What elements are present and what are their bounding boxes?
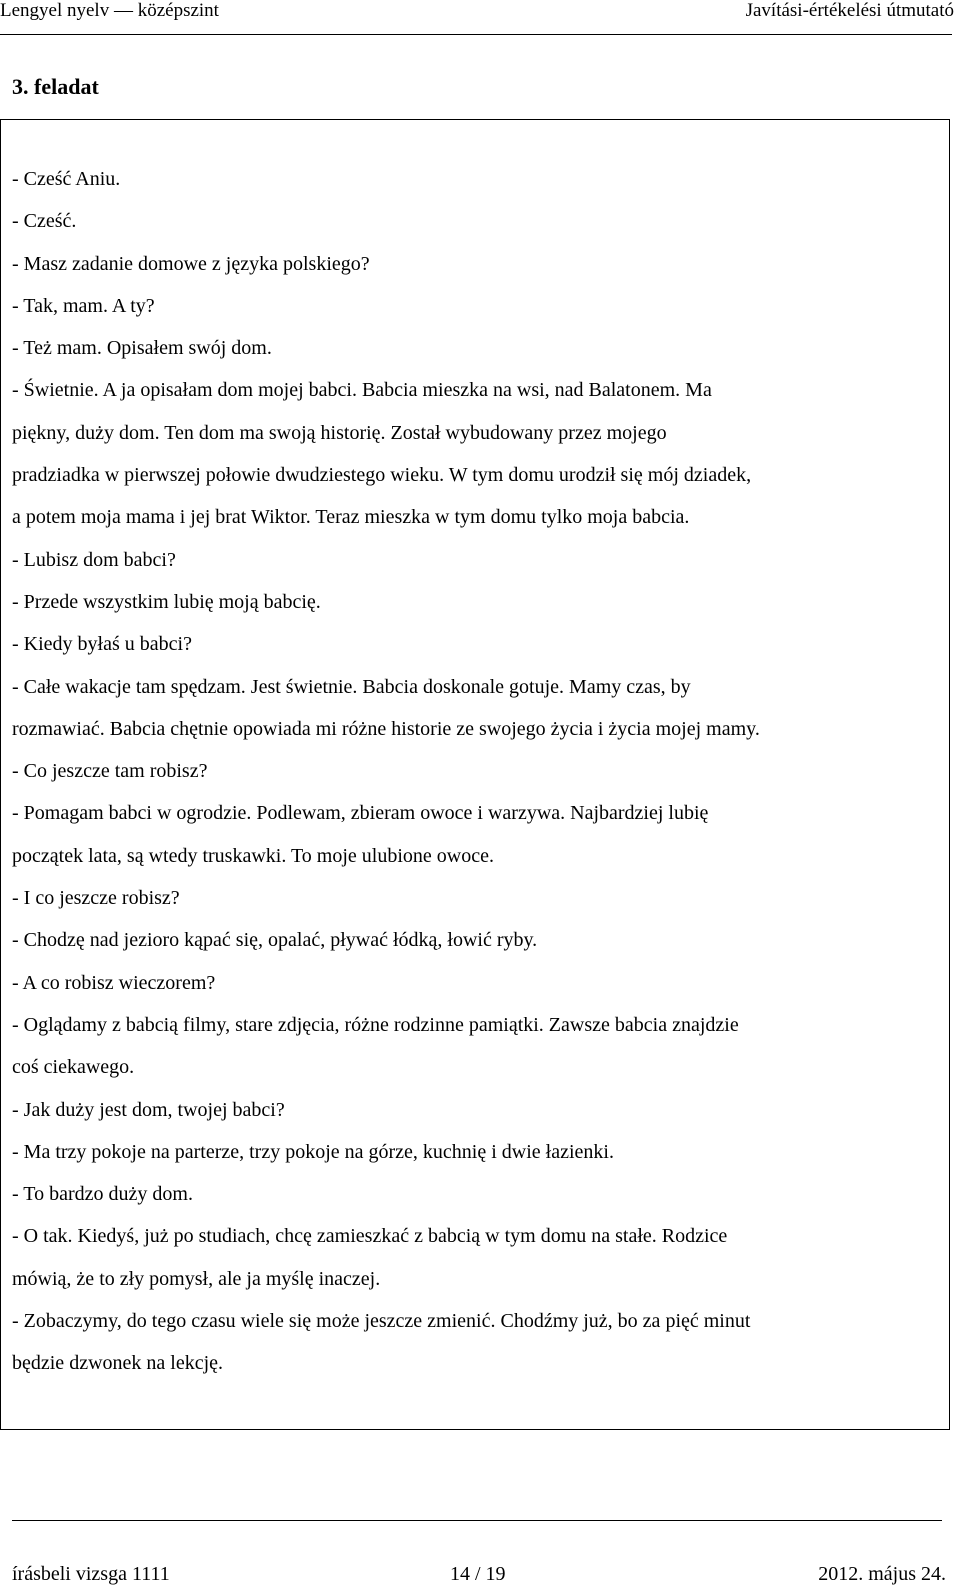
dialogue-line: - Cześć. — [12, 210, 77, 233]
dialogue-line: coś ciekawego. — [12, 1056, 135, 1079]
dialogue-line: - Całe wakacje tam spędzam. Jest świetnie. Babcia doskonale gotuje. Mamy czas, by — [12, 675, 691, 698]
dialogue-line: - Kiedy byłaś u babci? — [12, 633, 192, 656]
dialogue-line: początek lata, są wtedy truskawki. To moje ulubione owoce. — [12, 844, 494, 867]
dialogue-line: - Pomagam babci w ogrodzie. Podlewam, zbieram owoce i warzywa. Najbardziej lubię — [12, 802, 709, 825]
header-subject: Lengyel nyelv — középszint — [0, 0, 219, 21]
dialogue-line: - Zobaczymy, do tego czasu wiele się może jeszcze zmienić. Chodźmy już, bo za pięć minut — [12, 1310, 751, 1333]
dialogue-line: rozmawiać. Babcia chętnie opowiada mi różne historie ze swojego życia i życia mojej mamy. — [12, 717, 760, 740]
dialogue-line: - Też mam. Opisałem swój dom. — [12, 337, 272, 360]
task-title: 3. feladat — [12, 74, 99, 99]
dialogue-line: - O tak. Kiedyś, już po studiach, chcę zamieszkać z babcią w tym domu na stałe. Rodzice — [12, 1225, 728, 1248]
dialogue-line: - Tak, mam. A ty? — [12, 294, 155, 317]
header-guide-title: Javítási-értékelési útmutató — [745, 0, 954, 21]
footer-page-number: 14 / 19 — [450, 1563, 506, 1585]
footer-exam-code: írásbeli vizsga 1111 — [12, 1563, 170, 1585]
dialogue-line: będzie dzwonek na lekcję. — [12, 1352, 224, 1375]
dialogue-line: - Jak duży jest dom, twojej babci? — [12, 1098, 285, 1121]
dialogue-line: pradziadka w pierwszej połowie dwudziestego wieku. W tym domu urodził się mój dziadek, — [12, 464, 752, 487]
dialogue-line: - Ma trzy pokoje na parterze, trzy pokoje na górze, kuchnię i dwie łazienki. — [12, 1140, 614, 1163]
dialogue-line: - To bardzo duży dom. — [12, 1183, 193, 1206]
dialogue-line: a potem moja mama i jej brat Wiktor. Teraz mieszka w tym domu tylko moja babcia. — [12, 506, 690, 529]
dialogue-line: piękny, duży dom. Ten dom ma swoją historię. Został wybudowany przez mojego — [12, 421, 667, 444]
dialogue-transcript — [12, 158, 932, 1385]
dialogue-line: mówią, że to zły pomysł, ale ja myślę inaczej. — [12, 1267, 381, 1290]
dialogue-line: - Masz zadanie domowe z języka polskiego? — [12, 252, 370, 275]
dialogue-line: - Chodzę nad jezioro kąpać się, opalać, pływać łódką, łowić ryby. — [12, 929, 538, 952]
dialogue-line: - Cześć Aniu. — [12, 168, 121, 190]
dialogue-line: - Co jeszcze tam robisz? — [12, 760, 208, 783]
dialogue-line: - Oglądamy z babcią filmy, stare zdjęcia, różne rodzinne pamiątki. Zawsze babcia znajdzie — [12, 1013, 739, 1036]
dialogue-line: - I co jeszcze robisz? — [12, 887, 180, 910]
dialogue-line: - Przede wszystkim lubię moją babcię. — [12, 590, 321, 613]
footer-date: 2012. május 24. — [818, 1563, 946, 1585]
dialogue-line: - Świetnie. A ja opisałam dom mojej babci. Babcia mieszka na wsi, nad Balatonem. Ma — [12, 379, 712, 402]
dialogue-line: - A co robisz wieczorem? — [12, 971, 216, 994]
dialogue-line: - Lubisz dom babci? — [12, 548, 176, 571]
header-divider — [0, 34, 952, 35]
footer-divider — [12, 1520, 942, 1521]
page-header — [0, 0, 960, 44]
